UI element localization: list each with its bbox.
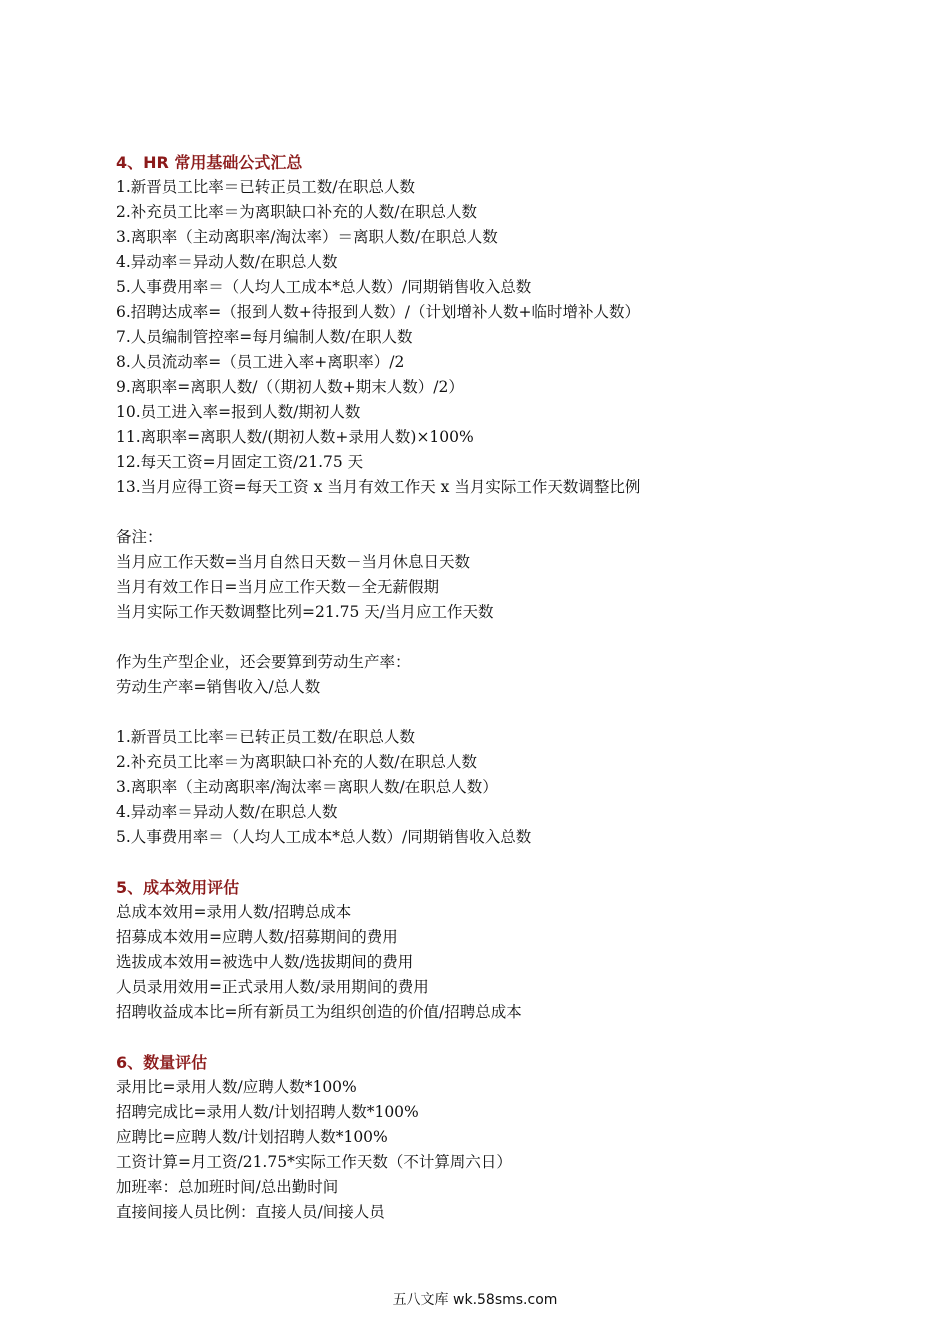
note-line: 当月应工作天数=当月自然日天数－当月休息日天数	[116, 553, 470, 571]
formula-line: 选拔成本效用=被选中人数/选拔期间的费用	[116, 953, 414, 971]
formula-line: 5.人事费用率＝（人均人工成本*总人数）/同期销售收入总数	[116, 278, 532, 296]
formula-line: 总成本效用=录用人数/招聘总成本	[116, 903, 352, 921]
formula-line: 12.每天工资=月固定工资/21.75 天	[116, 453, 364, 471]
section-title-cost-effectiveness: 5、成本效用评估	[116, 878, 240, 897]
formula-line: 招聘收益成本比=所有新员工为组织创造的价值/招聘总成本	[116, 1003, 522, 1021]
formula-line: 1.新晋员工比率＝已转正员工数/在职总人数	[116, 728, 416, 746]
formula-line: 3.离职率（主动离职率/淘汰率）＝离职人数/在职总人数	[116, 228, 498, 246]
formula-line: 3.离职率（主动离职率/淘汰率＝离职人数/在职总人数）	[116, 778, 498, 796]
formula-line: 8.人员流动率=（员工进入率+离职率）/2	[116, 353, 405, 371]
paragraph-gap	[116, 850, 896, 875]
document-body	[116, 150, 896, 1225]
formula-line: 6.招聘达成率=（报到人数+待报到人数）/（计划增补人数+临时增补人数）	[116, 303, 640, 321]
formula-line: 招募成本效用=应聘人数/招募期间的费用	[116, 928, 398, 946]
formula-line: 应聘比=应聘人数/计划招聘人数*100%	[116, 1128, 388, 1146]
note-line: 当月有效工作日=当月应工作天数－全无薪假期	[116, 578, 439, 596]
formula-line: 2.补充员工比率＝为离职缺口补充的人数/在职总人数	[116, 203, 478, 221]
note-line: 当月实际工作天数调整比列=21.75 天/当月应工作天数	[116, 603, 494, 621]
formula-line: 11.离职率=离职人数/(期初人数+录用人数)×100%	[116, 428, 474, 446]
formula-line: 7.人员编制管控率=每月编制人数/在职人数	[116, 328, 413, 346]
formula-line: 4.异动率＝异动人数/在职总人数	[116, 253, 338, 271]
formula-line: 人员录用效用=正式录用人数/录用期间的费用	[116, 978, 429, 996]
formula-line: 9.离职率=离职人数/（（期初人数+期末人数）/2）	[116, 378, 464, 396]
formula-line: 录用比=录用人数/应聘人数*100%	[116, 1078, 357, 1096]
production-intro: 作为生产型企业，还会要算到劳动生产率：	[116, 653, 411, 671]
footer-watermark: 五八文库 wk.58sms.com	[392, 1292, 558, 1308]
formula-line: 工资计算=月工资/21.75*实际工作天数（不计算周六日）	[116, 1153, 512, 1171]
formula-line: 4.异动率＝异动人数/在职总人数	[116, 803, 338, 821]
production-formula: 劳动生产率=销售收入/总人数	[116, 678, 321, 696]
paragraph-gap	[116, 700, 896, 725]
paragraph-gap	[116, 625, 896, 650]
formula-line: 直接间接人员比例：直接人员/间接人员	[116, 1203, 385, 1221]
formula-line: 招聘完成比=录用人数/计划招聘人数*100%	[116, 1103, 419, 1121]
notes-label: 备注：	[116, 528, 163, 546]
formula-line: 加班率：总加班时间/总出勤时间	[116, 1178, 339, 1196]
section-title-hr-formulas: 4、HR 常用基础公式汇总	[116, 153, 303, 172]
formula-line: 5.人事费用率＝（人均人工成本*总人数）/同期销售收入总数	[116, 828, 532, 846]
formula-line: 1.新晋员工比率＝已转正员工数/在职总人数	[116, 178, 416, 196]
section-title-quantity-evaluation: 6、数量评估	[116, 1053, 208, 1072]
paragraph-gap	[116, 1025, 896, 1050]
formula-line: 13.当月应得工资=每天工资 x 当月有效工作天 x 当月实际工作天数调整比例	[116, 478, 641, 496]
formula-line: 2.补充员工比率＝为离职缺口补充的人数/在职总人数	[116, 753, 478, 771]
paragraph-gap	[116, 500, 896, 525]
formula-line: 10.员工进入率=报到人数/期初人数	[116, 403, 361, 421]
